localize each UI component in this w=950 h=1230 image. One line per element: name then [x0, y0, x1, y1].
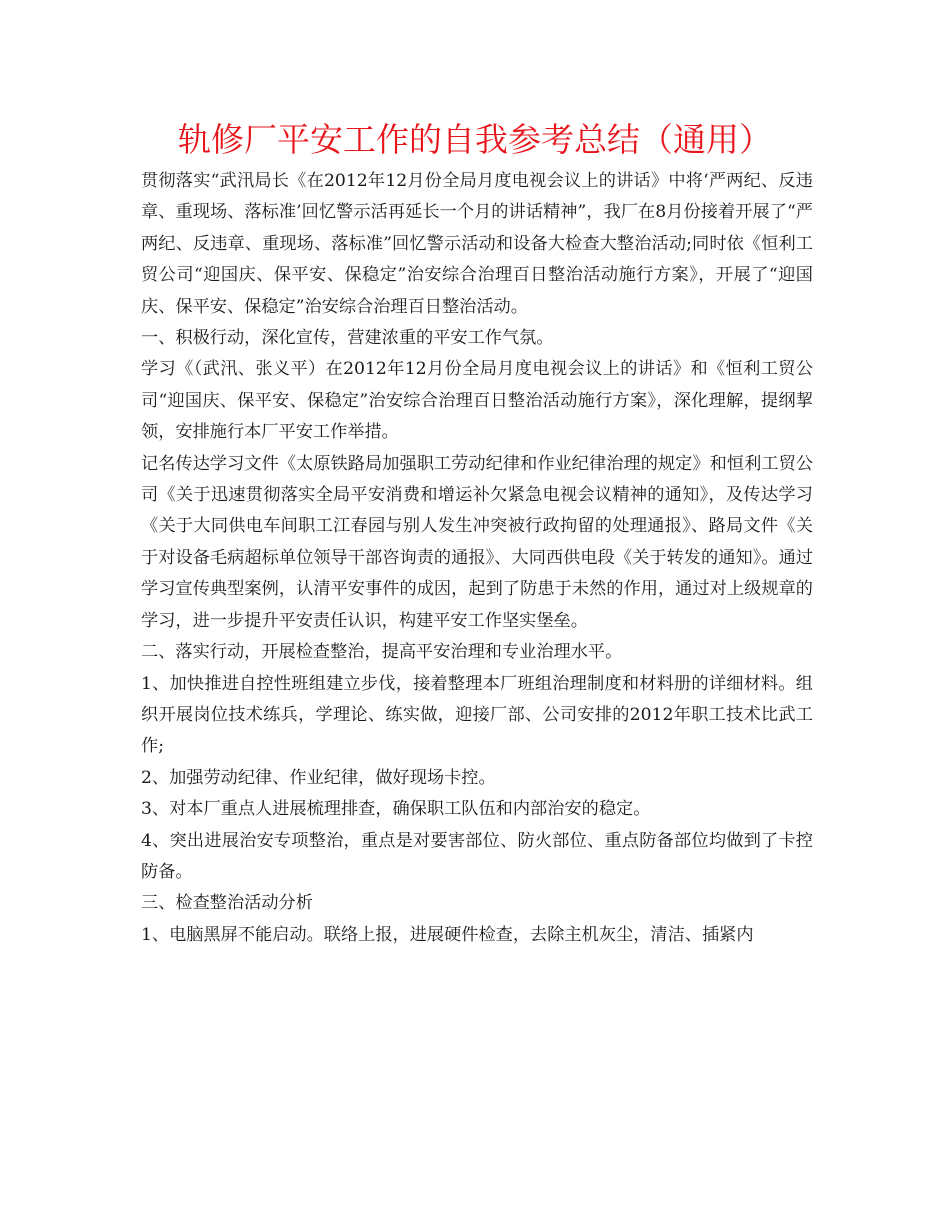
document-body — [141, 166, 813, 951]
list-item-1: 1、加快推进自控性班组建立步伐，接着整理本厂班组治理制度和材料册的详细材料。组织开展岗位技术练兵，学理论、练实做，迎接厂部、公司安排的2012年职工技术比武工作; — [141, 673, 813, 757]
list-item-2: 2、加强劳动纪律、作业纪律，做好现场卡控。 — [141, 767, 496, 788]
paragraph-study: 学习《（武汛、张义平）在2012年12月份全局月度电视会议上的讲话》和《恒利工贸公司“迎国庆、保平安、保稳定”治安综合治理百日整治活动施行方案》，深化理解，提纲挈领，安排施行本厂平安工作举措。 — [141, 359, 813, 443]
section-heading-3: 三、检查整治活动分析 — [141, 893, 313, 914]
list-item-4: 4、突出进展治安专项整治，重点是对要害部位、防火部位、重点防备部位均做到了卡控防备。 — [141, 830, 813, 882]
section-heading-2: 二、落实行动，开展检查整治，提高平安治理和专业治理水平。 — [141, 642, 623, 663]
list-item-analysis-1: 1、电脑黑屏不能启动。联络上报，进展硬件检查，去除主机灰尘，清洁、插紧内 — [141, 924, 754, 945]
paragraph-documents: 记名传达学习文件《太原铁路局加强职工劳动纪律和作业纪律治理的规定》和恒利工贸公司《关于迅速贯彻落实全局平安消费和增运补欠紧急电视会议精神的通知》，及传达学习《关于大同供电车间职工江春园与别人发生冲突被行政拘留的处理通报》、路局文件《关于对设备毛病超标单位领导干部咨询责的通报》、大同西供电段《关于转发的通知》。通过学习宣传典型案例，认清平安事件的成因，起到了防患于未然的作用，通过对上级规章的学习，进一步提升平安责任认识，构建平安工作坚实堡垒。 — [141, 453, 813, 631]
paragraph-intro: 贯彻落实“武汛局长《在2012年12月份全局月度电视会议上的讲话》中将‘严两纪、反违章、重现场、落标准’回忆警示活再延长一个月的讲话精神”，我厂在8月份接着开展了“严两纪、反违章、重现场、落标准”回忆警示活动和设备大检查大整治活动;同时依《恒利工贸公司“迎国庆、保平安、保稳定”治安综合治理百日整治活动施行方案》，开展了“迎国庆、保平安、保稳定”治安综合治理百日整治活动。 — [141, 171, 813, 317]
list-item-3: 3、对本厂重点人进展梳理排查，确保职工队伍和内部治安的稳定。 — [141, 799, 651, 820]
document-title: 轨修厂平安工作的自我参考总结（通用） — [178, 120, 772, 159]
section-heading-1: 一、积极行动，深化宣传，营建浓重的平安工作气氛。 — [141, 328, 554, 349]
